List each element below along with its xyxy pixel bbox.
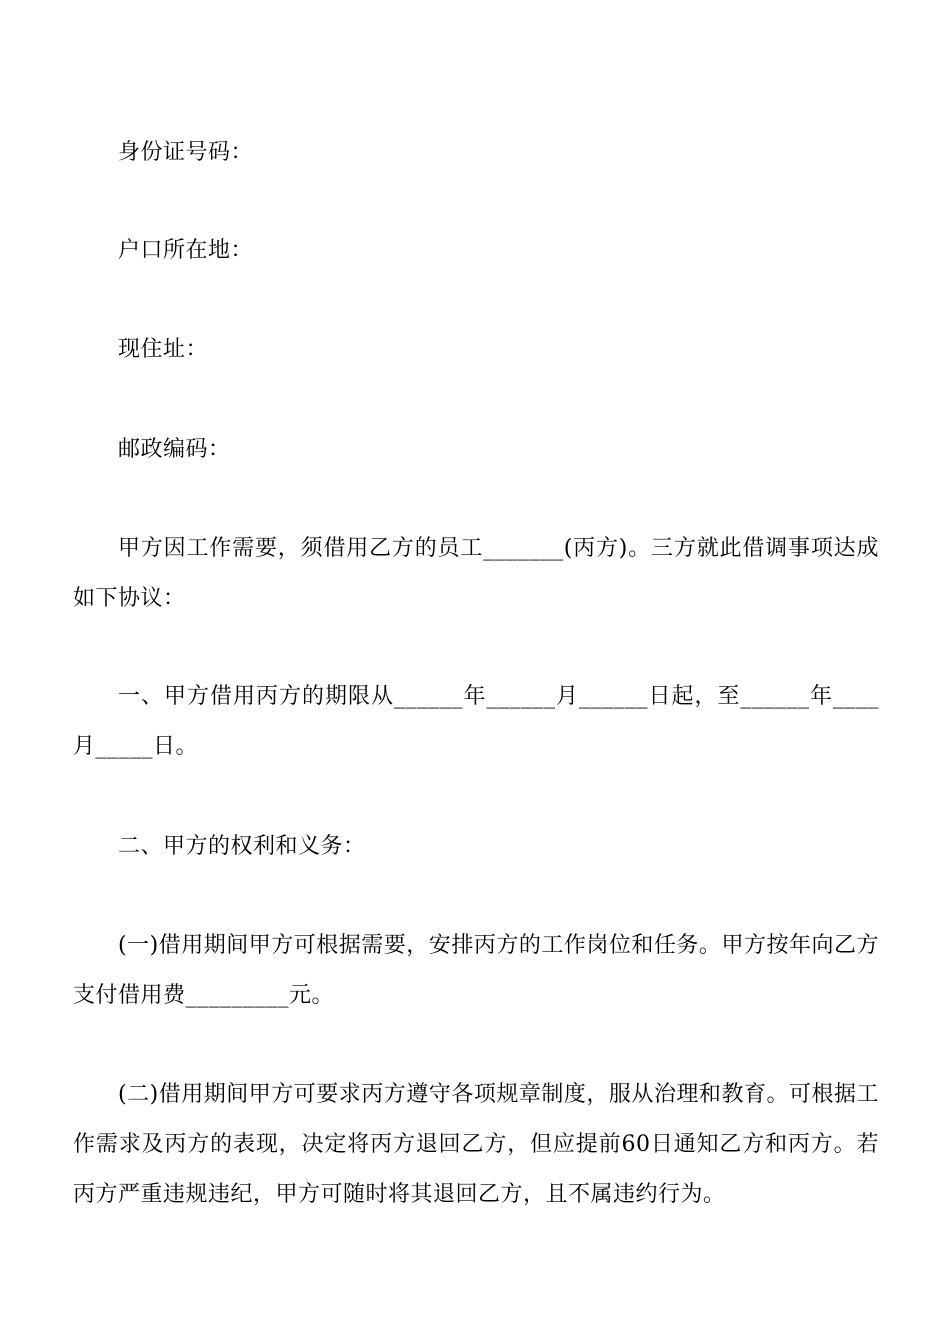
postal-code-field-label: 邮政编码： [118, 437, 231, 462]
clause-2-item-2: (二)借用期间甲方可要求丙方遵守各项规章制度，服从治理和教育。可根据工作需求及丙方的表现，决定将丙方退回乙方，但应提前60日通知乙方和丙方。若丙方严重违规违纪，甲方可随时将其退回乙方，且不属违约行为。 [73, 1082, 879, 1207]
clause-2-heading: 二、甲方的权利和义务： [118, 834, 366, 859]
clause-2-item-1: (一)借用期间甲方可根据需要，安排丙方的工作岗位和任务。甲方按年向乙方支付借用费_________元。 [73, 933, 879, 1008]
current-address-field-label: 现住址： [118, 337, 209, 362]
household-registration-field-label: 户口所在地： [118, 238, 254, 263]
agreement-intro-paragraph: 甲方因工作需要，须借用乙方的员工_______(丙方)。三方就此借调事项达成如下协议： [73, 536, 879, 611]
id-number-field-label: 身份证号码： [118, 140, 254, 165]
clause-1-borrowing-period: 一、甲方借用丙方的期限从______年______月______日起，至______年____月_____日。 [73, 684, 879, 759]
